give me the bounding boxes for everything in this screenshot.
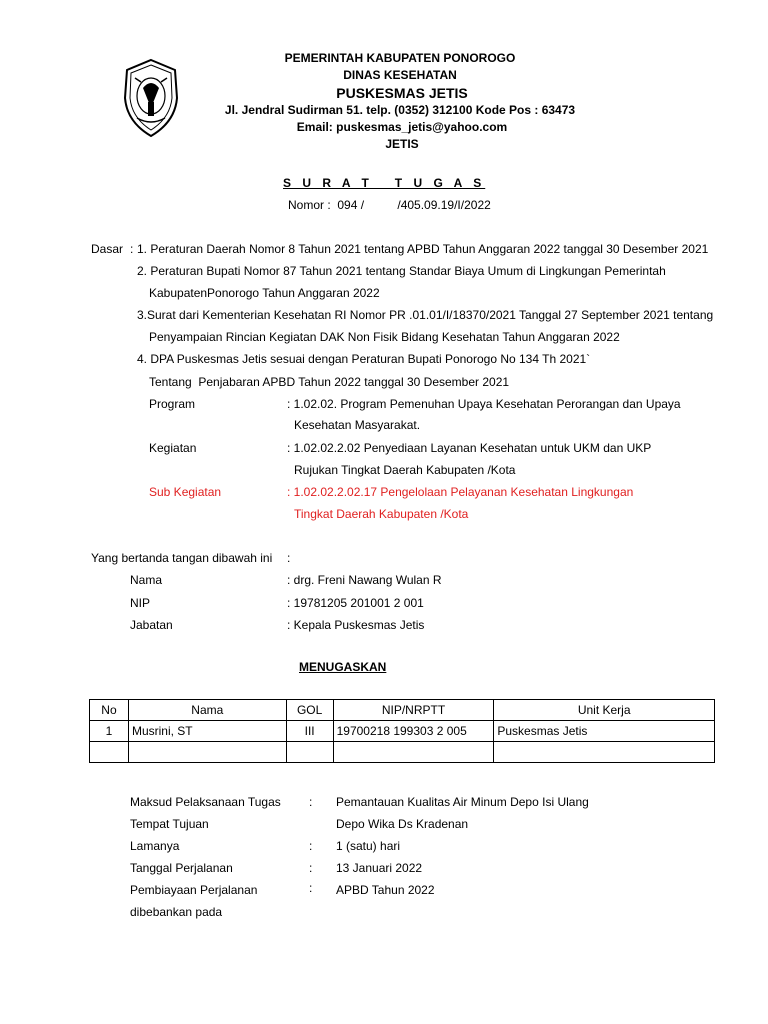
signer-intro: Yang bertanda tangan dibawah ini xyxy=(91,551,273,565)
header-nip: NIP/NRPTT xyxy=(333,700,494,721)
dasar-item-2-cont: KabupatenPonorogo Tahun Anggaran 2022 xyxy=(149,286,380,300)
cell-nama xyxy=(128,742,286,763)
dasar-item-3: 3.Surat dari Kementerian Kesehatan RI Nomor PR .01.01/I/18370/2021 Tanggal 27 September 2021 tentang xyxy=(137,308,714,322)
header-unit: Unit Kerja xyxy=(494,700,715,721)
header-city: JETIS xyxy=(385,137,419,151)
biaya-label: Pembiayaan Perjalanan xyxy=(130,883,258,897)
header-nama: Nama xyxy=(128,700,286,721)
header-no: No xyxy=(90,700,129,721)
cell-no xyxy=(90,742,129,763)
tanggal-colon: : xyxy=(309,861,313,875)
cell-nip: 19700218 199303 2 005 xyxy=(333,721,494,742)
tempat-label: Tempat Tujuan xyxy=(130,817,209,831)
kegiatan-value: : 1.02.02.2.02 Penyediaan Layanan Kesehatan untuk UKM dan UKP xyxy=(287,441,652,455)
dasar-label: Dasar xyxy=(91,242,124,256)
cell-no: 1 xyxy=(90,721,129,742)
signer-nip-value: : 19781205 201001 2 001 xyxy=(287,596,424,610)
signer-intro-colon: : xyxy=(287,551,291,565)
header-puskesmas: PUSKESMAS JETIS xyxy=(336,85,468,101)
kegiatan-value-cont: Rujukan Tingkat Daerah Kabupaten /Kota xyxy=(294,463,516,477)
sub-kegiatan-value: : 1.02.02.2.02.17 Pengelolaan Pelayanan Kesehatan Lingkungan xyxy=(287,485,634,499)
kegiatan-label: Kegiatan xyxy=(149,441,197,455)
signer-jabatan-value: : Kepala Puskesmas Jetis xyxy=(287,618,425,632)
menugaskan-heading: MENUGASKAN xyxy=(299,660,387,674)
program-label: Program xyxy=(149,397,196,411)
table-row xyxy=(90,721,715,742)
cell-unit: Puskesmas Jetis xyxy=(494,721,715,742)
dasar-item-2: 2. Peraturan Bupati Nomor 87 Tahun 2021 tentang Standar Biaya Umum di Lingkungan Pemerintah xyxy=(137,264,666,278)
letter-title: S U R A T T U G A S xyxy=(283,176,486,190)
assignment-table xyxy=(89,699,715,763)
tanggal-value: 13 Januari 2022 xyxy=(336,861,423,875)
tanggal-label: Tanggal Perjalanan xyxy=(130,861,233,875)
header-department: DINAS KESEHATAN xyxy=(343,68,457,82)
dasar-item-3-cont: Penyampaian Rincian Kegiatan DAK Non Fisik Bidang Kesehatan Tahun Anggaran 2022 xyxy=(149,330,620,344)
header-email: Email: puskesmas_jetis@yahoo.com xyxy=(296,120,508,134)
cell-nip xyxy=(333,742,494,763)
tempat-value: Depo Wika Ds Kradenan xyxy=(336,817,469,831)
maksud-value: Pemantauan Kualitas Air Minum Depo Isi Ulang xyxy=(336,795,589,809)
letter-number: Nomor : 094 / /405.09.19/I/2022 xyxy=(288,198,491,212)
lamanya-label: Lamanya xyxy=(130,839,180,853)
maksud-label: Maksud Pelaksanaan Tugas xyxy=(130,795,281,809)
maksud-colon: : xyxy=(309,795,313,809)
dasar-item-4-cont: Tentang Penjabaran APBD Tahun 2022 tanggal 30 Desember 2021 xyxy=(149,375,510,389)
signer-jabatan-label: Jabatan xyxy=(130,618,173,632)
biaya-colon: : xyxy=(309,881,313,895)
dasar-colon: : xyxy=(130,242,134,256)
signer-nama-label: Nama xyxy=(130,573,163,587)
table-row xyxy=(90,742,715,763)
regency-crest-icon xyxy=(121,58,181,138)
header-gol: GOL xyxy=(286,700,333,721)
biaya-value: APBD Tahun 2022 xyxy=(336,883,435,897)
lamanya-value: 1 (satu) hari xyxy=(336,839,401,853)
table-header-row xyxy=(90,700,715,721)
program-value-cont: Kesehatan Masyarakat. xyxy=(294,418,421,432)
sub-kegiatan-value-cont: Tingkat Daerah Kabupaten /Kota xyxy=(294,507,469,521)
header-address: Jl. Jendral Sudirman 51. telp. (0352) 312100 Kode Pos : 63473 xyxy=(224,103,576,117)
sub-kegiatan-label: Sub Kegiatan xyxy=(149,485,222,499)
cell-unit xyxy=(494,742,715,763)
dasar-item-4: 4. DPA Puskesmas Jetis sesuai dengan Peraturan Bupati Ponorogo No 134 Th 2021` xyxy=(137,352,591,366)
cell-gol: III xyxy=(286,721,333,742)
lamanya-colon: : xyxy=(309,839,313,853)
biaya-label-cont: dibebankan pada xyxy=(130,905,223,919)
signer-nip-label: NIP xyxy=(130,596,151,610)
cell-nama: Musrini, ST xyxy=(128,721,286,742)
signer-nama-value: : drg. Freni Nawang Wulan R xyxy=(287,573,442,587)
cell-gol xyxy=(286,742,333,763)
program-value: : 1.02.02. Program Pemenuhan Upaya Kesehatan Perorangan dan Upaya xyxy=(287,397,681,411)
dasar-item-1: 1. Peraturan Daerah Nomor 8 Tahun 2021 tentang APBD Tahun Anggaran 2022 tanggal 30 Desember 2021 xyxy=(137,242,709,256)
header-government: PEMERINTAH KABUPATEN PONOROGO xyxy=(284,51,516,65)
